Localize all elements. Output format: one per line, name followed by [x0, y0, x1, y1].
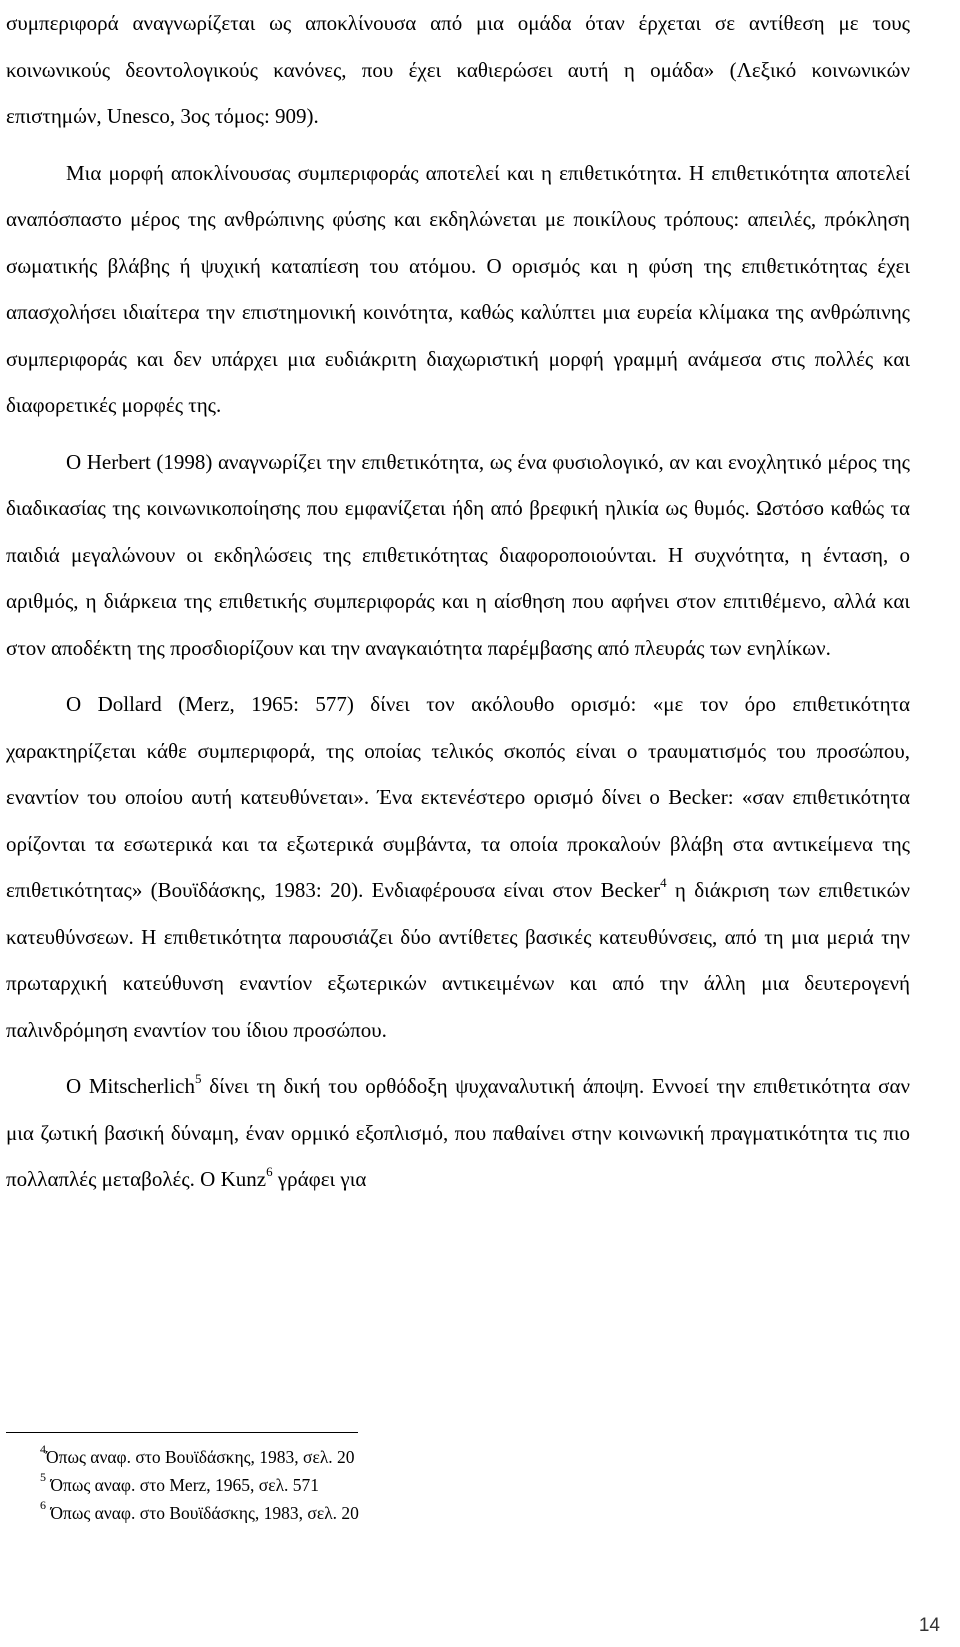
paragraph-5-text-a: Ο Mitscherlich [66, 1074, 195, 1098]
footnote-ref-5[interactable]: 5 [195, 1071, 202, 1086]
footnotes [40, 1443, 359, 1527]
footnote-text: Όπως αναφ. στο Βουϊδάσκης, 1983, σελ. 20 [46, 1447, 355, 1467]
footnote-item [40, 1471, 359, 1499]
footnote-ref-6[interactable]: 6 [266, 1164, 273, 1179]
paragraph-4-text-b: η διάκριση των επιθετικών κατευθύνσεων. Η επιθετικότητα παρουσιάζει δύο αντίθετες βασικές κατευθύνσεις, από τη μια μεριά την πρωταρχική κατεύθυνση εναντίον εξωτερικών αντικειμένων και από την άλλη μια δευτερογενή παλινδρόμηση εναντίον του ίδιου προσώπου. [6, 878, 910, 1042]
paragraph-5 [6, 1063, 910, 1203]
paragraph-5-text-c: γράφει για [272, 1167, 367, 1191]
footnote-number: 5 [40, 1470, 46, 1485]
footnote-item [40, 1499, 359, 1527]
page-number: 14 [918, 1615, 940, 1636]
footnote-text: Όπως αναφ. στο Merz, 1965, σελ. 571 [46, 1475, 320, 1495]
paragraph-4 [6, 681, 910, 1053]
paragraph-5-text-b: δίνει τη δική του ορθόδοξη ψυχαναλυτική άποψη. Εννοεί την επιθετικότητα σαν μια ζωτική βασική δύναμη, έναν ορμικό εξοπλισμό, που παθαίνει στην κοινωνική πραγματικότητα τις πιο πολλαπλές μεταβολές. Ο Kunz [6, 1074, 910, 1191]
footnote-text: Όπως αναφ. στο Βουϊδάσκης, 1983, σελ. 20 [46, 1503, 359, 1523]
paragraph-1: συμπεριφορά αναγνωρίζεται ως αποκλίνουσα από μια ομάδα όταν έρχεται σε αντίθεση με τους κοινωνικούς δεοντολογικούς κανόνες, που έχει καθιερώσει αυτή η ομάδα» (Λεξικό κοινωνικών επιστημών, Unesco, 3ος τόμος: 909). [6, 11, 910, 128]
footnote-number: 4 [40, 1442, 46, 1457]
footnote-separator [6, 1432, 358, 1433]
paragraph-4-text-a: Ο Dollard (Merz, 1965: 577) δίνει τον ακόλουθο ορισμό: «με τον όρο επιθετικότητα χαρακτηρίζεται κάθε συμπεριφορά, της οποίας τελικός σκοπός είναι ο τραυματισμός του προσώπου, εναντίον του οποίου αυτή κατευθύνεται». Ένα εκτενέστερο ορισμό δίνει ο Becker: «σαν επιθετικότητα ορίζονται τα εσωτερικά και τα εξωτερικά συμβάντα, τα οποία προκαλούν βλάβη στα αντικείμενα της επιθετικότητας» (Βουϊδάσκης, 1983: 20). Ενδιαφέρουσα είναι στον Becker [6, 692, 910, 902]
footnote-item [40, 1443, 359, 1471]
body-text [6, 0, 910, 1203]
paragraph-3: Ο Herbert (1998) αναγνωρίζει την επιθετικότητα, ως ένα φυσιολογικό, αν και ενοχλητικό μέρος της διαδικασίας της κοινωνικοποίησης που εμφανίζεται ήδη από βρεφική ηλικία ως θυμός. Ωστόσο καθώς τα παιδιά μεγαλώνουν οι εκδηλώσεις της επιθετικότητας διαφοροποιούνται. Η συχνότητα, η ένταση, ο αριθμός, η διάρκεια της επιθετικής συμπεριφοράς και η αίσθηση που αφήνει στον επιτιθέμενο, αλλά και στον αποδέκτη της προσδιορίζουν και την αναγκαιότητα παρέμβασης από πλευράς των ενηλίκων. [6, 449, 910, 660]
paragraph-2: Μια μορφή αποκλίνουσας συμπεριφοράς αποτελεί και η επιθετικότητα. Η επιθετικότητα αποτελεί αναπόσπαστο μέρος της ανθρώπινης φύσης και εκδηλώνεται με ποικίλους τρόπους: απειλές, πρόκληση σωματικής βλάβης ή ψυχική καταπίεση του ατόμου. Ο ορισμός και η φύση της επιθετικότητας έχει απασχολήσει ιδιαίτερα την επιστημονική κοινότητα, καθώς καλύπτει μια ευρεία κλίμακα της ανθρώπινης συμπεριφοράς και δεν υπάρχει μια ευδιάκριτη διαχωριστική μορφή γραμμή ανάμεσα στις πολλές και διαφορετικές μορφές της. [6, 160, 910, 417]
footnote-ref-4[interactable]: 4 [660, 875, 667, 890]
footnote-number: 6 [40, 1498, 46, 1513]
